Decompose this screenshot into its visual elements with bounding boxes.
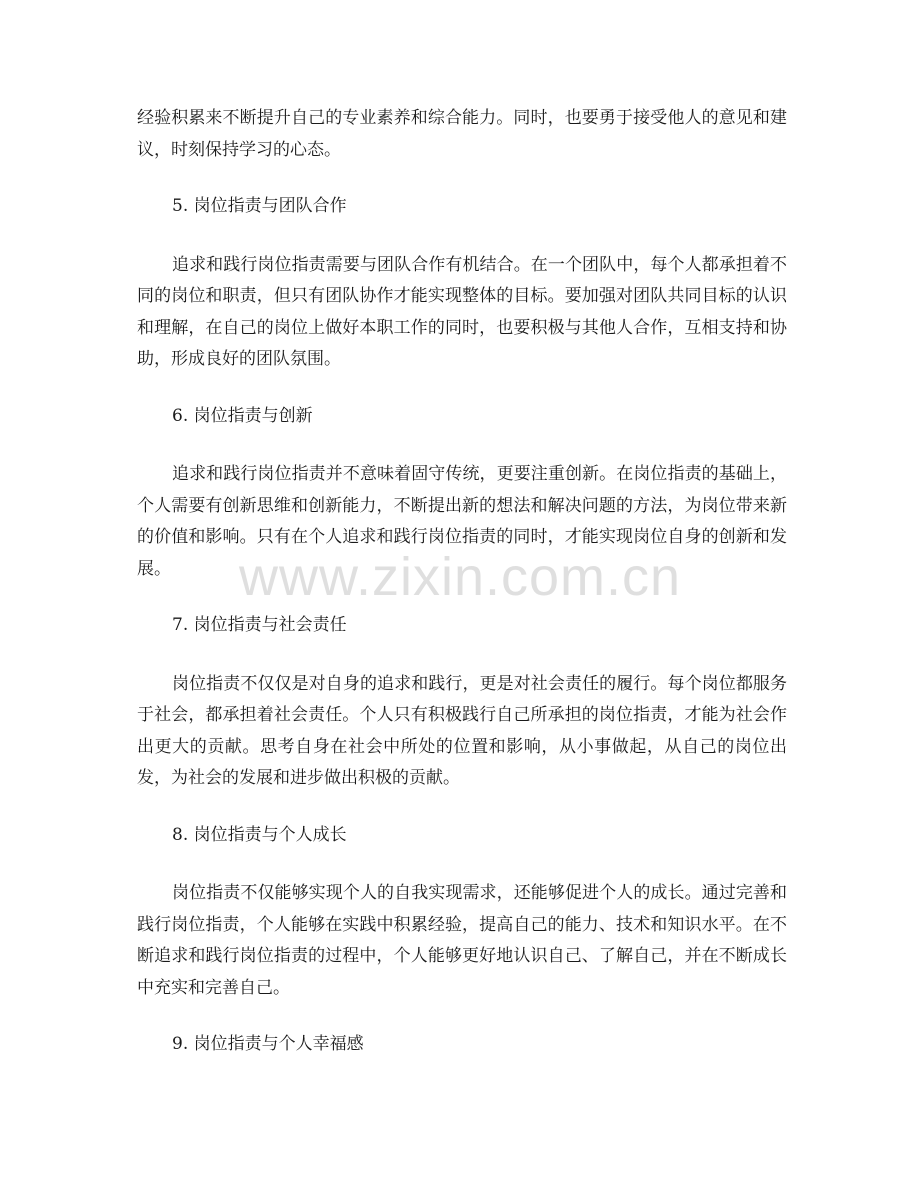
section-body-7: 岗位指责不仅仅是对自身的追求和践行，更是对社会责任的履行。每个岗位都服务于社会，都承担着社会责任。个人只有积极践行自己所承担的岗位指责，才能为社会作出更大的贡献。思考自身在社会中所处的位置和影响，从小事做起，从自己的岗位出发，为社会的发展和进步做出积极的贡献。 xyxy=(137,673,787,788)
spacer xyxy=(137,585,787,610)
spacer xyxy=(137,376,787,401)
spacer xyxy=(137,166,787,191)
section-heading-7: 7. 岗位指责与社会责任 xyxy=(172,615,347,635)
spacer xyxy=(137,851,787,878)
spacer xyxy=(137,1004,787,1029)
spacer xyxy=(137,795,787,820)
section-heading-5: 5. 岗位指责与团队合作 xyxy=(172,196,347,216)
document-body xyxy=(137,103,787,1061)
spacer xyxy=(137,432,787,459)
section-heading-9: 9. 岗位指责与个人幸福感 xyxy=(172,1034,364,1054)
watermark-text: www.zixin.com.cn xyxy=(238,547,682,607)
spacer xyxy=(137,223,787,250)
spacer xyxy=(137,642,787,669)
section-body-5: 追求和践行岗位指责需要与团队合作有机结合。在一个团队中，每个人都承担着不同的岗位和职责，但只有团队协作才能实现整体的目标。要加强对团队共同目标的认识和理解，在自己的岗位上做好本职工作的同时，也要积极与其他人合作，互相支持和协助，形成良好的团队氛围。 xyxy=(137,254,787,369)
section-heading-6: 6. 岗位指责与创新 xyxy=(172,405,313,426)
intro-paragraph: 经验积累来不断提升自己的专业素养和综合能力。同时，也要勇于接受他人的意见和建议，时刻保持学习的心态。 xyxy=(137,108,787,160)
section-body-6: 追求和践行岗位指责并不意味着固守传统，更要注重创新。在岗位指责的基础上，个人需要有创新思维和创新能力，不断提出新的想法和解决问题的方法，为岗位带来新的价值和影响。只有在个人追求和践行岗位指责的同时，才能实现岗位自身的创新和发展。 xyxy=(137,464,787,579)
section-body-8: 岗位指责不仅能够实现个人的自我实现需求，还能够促进个人的成长。通过完善和践行岗位指责，个人能够在实践中积累经验，提高自己的能力、技术和知识水平。在不断追求和践行岗位指责的过程中，个人能够更好地认识自己、了解自己，并在不断成长中充实和完善自己。 xyxy=(137,883,787,998)
section-heading-8: 8. 岗位指责与个人成长 xyxy=(172,824,347,845)
